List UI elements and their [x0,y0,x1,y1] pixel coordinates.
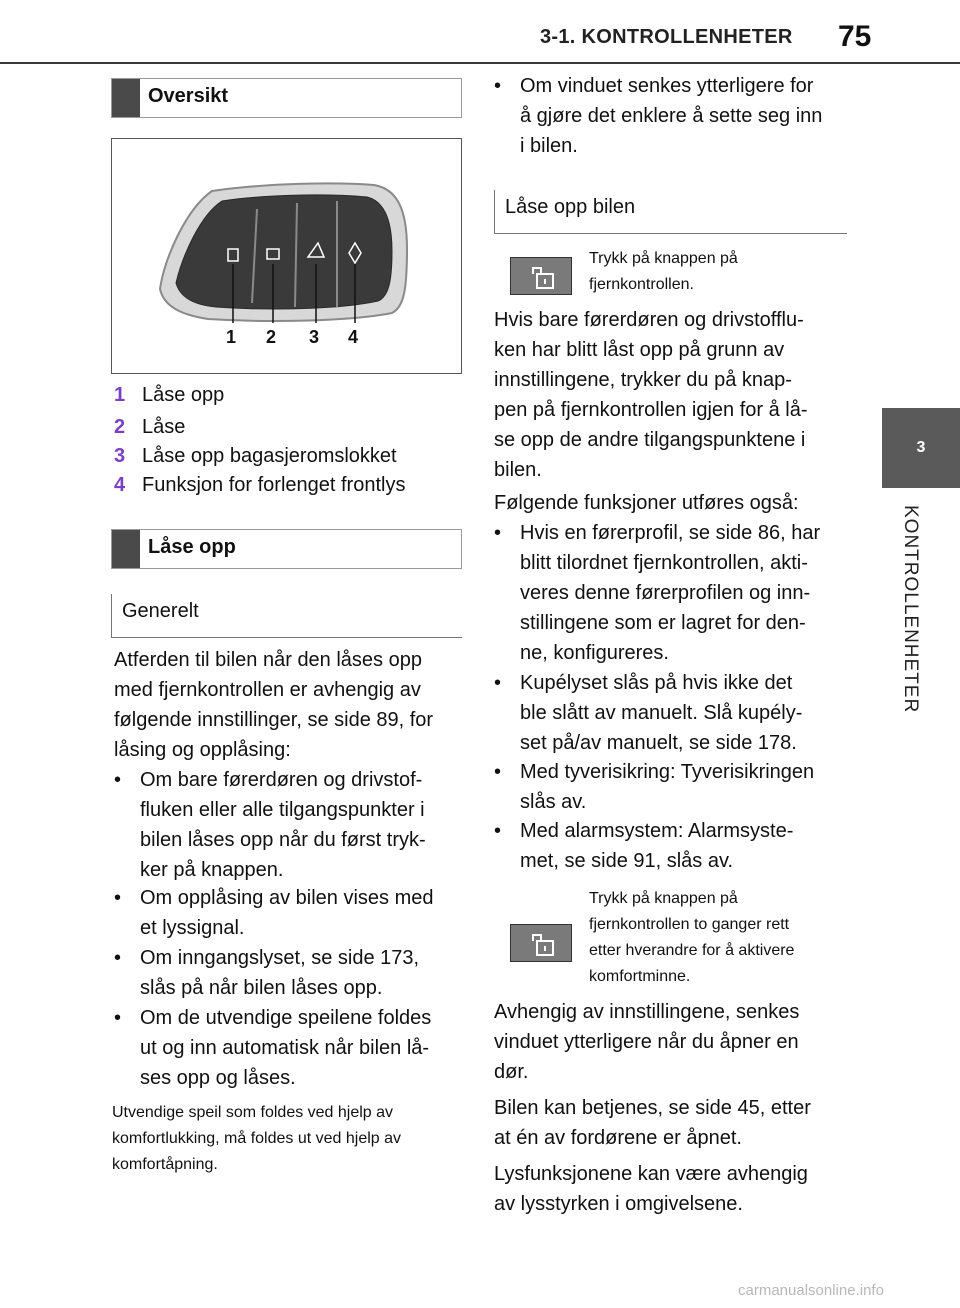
bullet-dot: • [114,1007,122,1029]
bullet-item [494,757,854,817]
text-line: Hvis en førerprofil, se side 86, har [520,522,821,544]
text-line: ses opp og låses. [140,1067,296,1089]
callout-label-3: 3 [309,327,320,347]
section-bar [112,79,140,117]
bullet-dot: • [114,769,122,791]
text-line: ut og inn automatisk når bilen lå- [140,1037,430,1059]
text-line: Med alarmsystem: Alarmsyste- [520,820,794,842]
text-line: Om inngangslyset, se side 173, [140,947,420,969]
text-line: vinduet ytterligere når du åpner en [494,1031,799,1053]
legend-text: Låse opp [142,384,225,406]
text-line: bilen. [494,459,542,481]
legend-text: Låse [142,416,186,438]
button-note [589,886,849,990]
legend-number: 3 [114,445,126,467]
text-line: Trykk på knappen på [589,250,738,267]
text-line: ker på knappen. [140,859,284,881]
text-line: Utvendige speil som foldes ved hjelp av [112,1104,394,1121]
bullet-item [494,518,854,668]
text-line: set på/av manuelt, se side 178. [520,732,797,754]
subsection-title: Låse opp bilen [505,196,636,218]
header-title: 3-1. KONTROLLENHETER [540,26,793,48]
header-divider [0,62,960,64]
bullet-item [494,71,854,161]
text-line: stillingene som er lagret for den- [520,612,806,634]
paragraph [494,1093,854,1153]
text-line: etter hverandre for å aktivere [589,942,795,959]
chapter-tab: 3 [882,408,960,488]
open-lock-icon [511,925,573,963]
text-line: veres denne førerprofilen og inn- [520,582,811,604]
bullet-dot: • [494,522,502,544]
legend-text: Låse opp bagasjeromslokket [142,445,397,467]
legend-item-2 [114,416,185,439]
section-oversikt [111,78,462,118]
text-line: komfortlukking, må foldes ut ved hjelp av [112,1130,402,1147]
text-line: ne, konfigureres. [520,642,669,664]
section-title: Oversikt [148,85,229,107]
text-line: med fjernkontrollen er avhengig av [114,679,421,701]
text-line: Om opplåsing av bilen vises med [140,887,434,909]
text-line: slås av. [520,791,587,813]
subsection-title: Generelt [122,600,199,622]
text-line: følgende innstillinger, se side 89, for [114,709,434,731]
paragraph [494,997,854,1087]
text-line: bilen låses opp når du først tryk- [140,829,426,851]
text-line: Avhengig av innstillingene, senkes [494,1001,800,1023]
text-line: komfortminne. [589,968,691,985]
unlock-button-icon [510,924,572,962]
bullet-dot: • [494,672,502,694]
text-line: Lysfunksjonene kan være avhengig [494,1163,808,1185]
text-line: ken har blitt låst opp på grunn av [494,339,785,361]
bullet-dot: • [494,761,502,783]
legend-text: Funksjon for forlenget frontlys [142,474,406,496]
legend-number: 2 [114,416,126,438]
bullet-item [114,765,464,885]
text-line: fluken eller alle tilgangspunkter i [140,799,425,821]
text-line: Hvis bare førerdøren og drivstofflu- [494,309,804,331]
section-title: Låse opp [148,536,236,558]
text-line: komfortåpning. [112,1156,218,1173]
subsection-lase-opp-bilen [494,190,847,234]
bullet-dot: • [494,75,502,97]
paragraph [494,1159,854,1219]
text-line: slås på når bilen låses opp. [140,977,383,999]
section-bar [112,530,140,568]
text-line: Om de utvendige speilene foldes [140,1007,432,1029]
callout-label-2: 2 [266,327,277,347]
bullet-dot: • [114,887,122,909]
bullet-dot: • [114,947,122,969]
section-lase-opp [111,529,462,569]
unlock-button-icon [510,257,572,295]
legend-item-1 [114,384,224,407]
callout-label-1: 1 [226,327,237,347]
text-line: Atferden til bilen når den låses opp [114,649,422,671]
chapter-side-label: KONTROLLENHETER [900,505,921,714]
text-line: av lysstyrken i omgivelsene. [494,1193,743,1215]
text-line: ble slått av manuelt. Slå kupély- [520,702,803,724]
legend-number: 4 [114,474,126,496]
text-line: Med tyverisikring: Tyverisikringen [520,761,815,783]
bullet-item [494,816,854,876]
legend-item-3 [114,445,397,468]
intro-paragraph [114,645,464,765]
text-line: innstillingene, trykker du på knap- [494,369,792,391]
callout-label-4: 4 [348,327,359,347]
text-line: fjernkontrollen. [589,276,694,293]
key-fob-illustration [112,139,463,375]
text-line: Kupélyset slås på hvis ikke det [520,672,793,694]
text-line: Følgende funksjoner utføres også: [494,492,799,514]
text-line: Bilen kan betjenes, se side 45, etter [494,1097,811,1119]
text-line: at én av fordørene er åpnet. [494,1127,742,1149]
legend-number: 1 [114,384,126,406]
paragraph [494,305,854,485]
bullet-item [114,883,464,943]
open-lock-icon [511,258,573,296]
text-line: et lyssignal. [140,917,245,939]
text-line: fjernkontrollen to ganger rett [589,916,790,933]
note-paragraph [112,1100,472,1178]
bullet-item [114,1003,464,1093]
legend-item-4 [114,474,405,497]
text-line: dør. [494,1061,529,1083]
bullet-dot: • [494,820,502,842]
subsection-generelt [111,594,462,638]
text-line: i bilen. [520,135,578,157]
text-line: Trykk på knappen på [589,890,738,907]
text-line: Om bare førerdøren og drivstof- [140,769,423,791]
bullet-item [494,668,854,758]
text-line: å gjøre det enklere å sette seg inn [520,105,823,127]
key-fob-figure [111,138,462,374]
text-line: Om vinduet senkes ytterligere for [520,75,814,97]
text-line: pen på fjernkontrollen igjen for å lå- [494,399,808,421]
bullet-item [114,943,464,1003]
text-line: låsing og opplåsing: [114,739,291,761]
text-line: se opp de andre tilgangspunktene i [494,429,806,451]
button-note [589,246,829,298]
text-line: met, se side 91, slås av. [520,850,734,872]
text-line: blitt tilordnet fjernkontrollen, akti- [520,552,808,574]
watermark: carmanualsonline.info [738,1282,884,1299]
paragraph [494,488,854,518]
page-number: 75 [838,20,872,53]
